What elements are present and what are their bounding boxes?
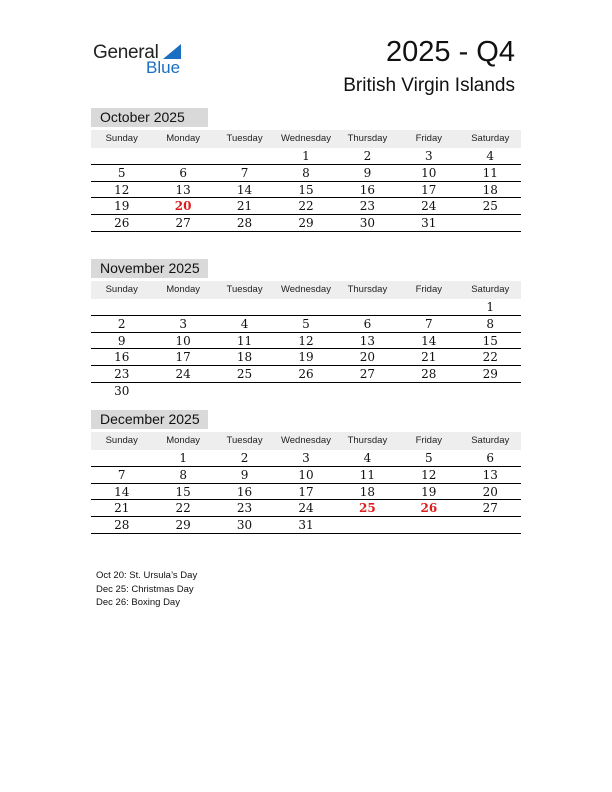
empty-day-cell	[337, 299, 398, 315]
holiday-note: Dec 26: Boxing Day	[96, 597, 180, 608]
month-label: November 2025	[91, 259, 208, 278]
logo-blue-text: Blue	[146, 58, 181, 77]
month-december	[91, 410, 521, 534]
day-cell: 9	[240, 467, 249, 482]
week-row	[91, 450, 521, 467]
day-cell: 19	[298, 350, 314, 365]
week-row	[91, 500, 521, 517]
day-cell: 15	[482, 333, 498, 348]
day-cell: 13	[482, 467, 498, 482]
day-cell: 24	[421, 199, 437, 214]
day-cell: 2	[117, 316, 126, 331]
weekday-header-row	[91, 281, 521, 299]
day-cell: 10	[298, 467, 314, 482]
day-cell: 18	[236, 350, 253, 365]
day-cell: 31	[421, 216, 437, 231]
logo	[93, 40, 193, 80]
day-cell: 30	[114, 383, 130, 398]
day-cell: 14	[236, 182, 253, 197]
day-cell: 22	[298, 199, 314, 214]
weekday-label: Tuesday	[226, 284, 263, 295]
holiday-notes	[96, 569, 197, 610]
week-row	[91, 484, 521, 501]
day-cell: 26	[114, 216, 130, 231]
week-row	[91, 182, 521, 199]
day-cell: 8	[179, 467, 187, 482]
weekday-label: Thursday	[347, 133, 388, 144]
empty-day-cell	[337, 383, 398, 400]
empty-day-cell	[460, 215, 521, 231]
day-cell: 16	[236, 484, 253, 499]
day-cell: 24	[175, 367, 191, 382]
day-cell: 7	[240, 165, 249, 180]
day-cell: 13	[175, 182, 191, 197]
day-cell: 29	[298, 216, 314, 231]
day-cell: 26	[298, 367, 314, 382]
weekday-label: Friday	[415, 435, 443, 446]
day-cell: 26	[420, 501, 438, 516]
day-cell: 27	[175, 216, 191, 231]
day-cell: 10	[175, 333, 191, 348]
day-cell: 30	[236, 518, 253, 533]
day-cell: 7	[117, 467, 126, 482]
empty-day-cell	[91, 299, 152, 315]
weekday-label: Wednesday	[280, 284, 331, 295]
day-cell: 16	[359, 182, 376, 197]
empty-day-cell	[214, 299, 275, 315]
empty-day-cell	[337, 517, 398, 533]
week-row	[91, 349, 521, 366]
day-cell: 22	[482, 350, 498, 365]
day-cell: 29	[175, 518, 191, 533]
weekday-label: Tuesday	[226, 133, 263, 144]
day-cell: 5	[117, 165, 126, 180]
week-row	[91, 467, 521, 484]
day-cell: 22	[175, 501, 191, 516]
day-cell: 24	[298, 501, 314, 516]
week-row	[91, 148, 521, 165]
weekday-label: Friday	[415, 284, 443, 295]
page-title: 2025 - Q4	[386, 36, 515, 68]
day-cell: 11	[236, 333, 253, 348]
day-cell: 8	[302, 165, 310, 180]
weekday-label: Wednesday	[280, 435, 331, 446]
day-cell: 6	[363, 316, 372, 331]
day-cell: 3	[179, 316, 187, 331]
day-cell: 17	[298, 484, 314, 499]
day-cell: 6	[486, 451, 495, 465]
day-cell: 21	[114, 501, 130, 516]
empty-day-cell	[214, 383, 275, 400]
day-cell: 13	[359, 333, 376, 348]
logo-triangle-icon	[163, 44, 181, 59]
day-cell: 10	[421, 165, 437, 180]
day-cell: 16	[114, 350, 130, 365]
day-cell: 21	[421, 350, 437, 365]
weekday-label: Sunday	[105, 435, 138, 446]
day-cell: 18	[359, 484, 376, 499]
day-cell: 23	[236, 501, 253, 516]
weekday-label: Monday	[166, 435, 201, 446]
day-cell: 4	[486, 149, 495, 163]
empty-day-cell	[460, 383, 521, 400]
week-row	[91, 198, 521, 215]
day-cell: 21	[236, 199, 253, 214]
weekday-label: Saturday	[471, 284, 510, 295]
empty-day-cell	[275, 383, 336, 400]
month-label: October 2025	[91, 108, 208, 127]
day-cell: 1	[302, 149, 310, 163]
weekday-label: Saturday	[471, 435, 510, 446]
empty-day-cell	[91, 148, 152, 164]
month-label: December 2025	[91, 410, 208, 429]
day-cell: 11	[359, 467, 376, 482]
holiday-note: Oct 20: St. Ursula’s Day	[96, 570, 198, 581]
day-cell: 20	[482, 484, 498, 499]
day-cell: 15	[298, 182, 314, 197]
weekday-label: Wednesday	[280, 133, 331, 144]
day-cell: 18	[482, 182, 498, 197]
weekday-label: Monday	[166, 284, 201, 295]
day-cell: 12	[114, 182, 130, 197]
day-cell: 12	[298, 333, 314, 348]
day-cell: 5	[302, 316, 310, 331]
day-cell: 30	[359, 216, 376, 231]
week-row	[91, 383, 521, 400]
empty-day-cell	[152, 383, 213, 400]
empty-day-cell	[398, 299, 459, 315]
day-cell: 23	[359, 199, 376, 214]
day-cell: 28	[421, 367, 437, 382]
day-cell: 3	[302, 451, 310, 465]
day-cell: 7	[425, 316, 433, 331]
day-cell: 15	[175, 484, 191, 499]
day-cell: 20	[174, 199, 192, 214]
weekday-label: Monday	[166, 133, 201, 144]
day-cell: 27	[359, 367, 376, 382]
weekday-header-row	[91, 432, 521, 450]
week-row	[91, 316, 521, 333]
weekday-label: Thursday	[347, 284, 388, 295]
day-cell: 1	[179, 451, 187, 465]
day-cell: 31	[298, 518, 314, 533]
week-row	[91, 215, 521, 232]
empty-day-cell	[398, 383, 459, 400]
day-cell: 14	[421, 333, 437, 348]
month-november	[91, 259, 521, 400]
day-cell: 5	[425, 451, 433, 465]
weekday-label: Friday	[415, 133, 443, 144]
day-cell: 9	[363, 165, 372, 180]
day-cell: 6	[179, 165, 187, 180]
day-cell: 17	[421, 182, 437, 197]
empty-day-cell	[214, 148, 275, 164]
weekday-label: Sunday	[105, 133, 138, 144]
week-row	[91, 517, 521, 534]
day-cell: 19	[114, 199, 130, 214]
day-cell: 28	[114, 518, 130, 533]
day-cell: 25	[482, 199, 498, 214]
day-cell: 17	[175, 350, 191, 365]
day-cell: 25	[359, 501, 376, 516]
day-cell: 9	[117, 333, 126, 348]
day-cell: 12	[421, 467, 437, 482]
day-cell: 2	[240, 451, 249, 465]
weekday-label: Tuesday	[226, 435, 263, 446]
empty-day-cell	[152, 148, 213, 164]
month-october	[91, 108, 521, 232]
empty-day-cell	[460, 517, 521, 533]
day-cell: 11	[482, 165, 498, 180]
weekday-header-row	[91, 130, 521, 148]
day-cell: 4	[240, 316, 249, 331]
day-cell: 20	[359, 350, 376, 365]
empty-day-cell	[398, 517, 459, 533]
day-cell: 25	[236, 367, 253, 382]
weekday-label: Thursday	[347, 435, 388, 446]
day-cell: 8	[486, 316, 495, 331]
day-cell: 14	[114, 484, 130, 499]
day-cell: 3	[425, 149, 433, 163]
day-cell: 19	[421, 484, 437, 499]
page-subtitle: British Virgin Islands	[343, 75, 515, 96]
day-cell: 27	[482, 501, 498, 516]
day-cell: 23	[114, 367, 130, 382]
week-row	[91, 333, 521, 350]
empty-day-cell	[152, 299, 213, 315]
day-cell: 29	[482, 367, 498, 382]
weekday-label: Sunday	[105, 284, 138, 295]
logo-general-text: General	[93, 42, 159, 63]
week-row	[91, 165, 521, 182]
empty-day-cell	[91, 450, 152, 466]
day-cell: 1	[486, 300, 495, 314]
holiday-note: Dec 25: Christmas Day	[96, 583, 194, 595]
day-cell: 2	[363, 149, 372, 163]
empty-day-cell	[275, 299, 336, 315]
day-cell: 28	[236, 216, 253, 231]
weekday-label: Saturday	[471, 133, 510, 144]
week-row	[91, 299, 521, 316]
week-row	[91, 366, 521, 383]
day-cell: 4	[363, 451, 372, 465]
